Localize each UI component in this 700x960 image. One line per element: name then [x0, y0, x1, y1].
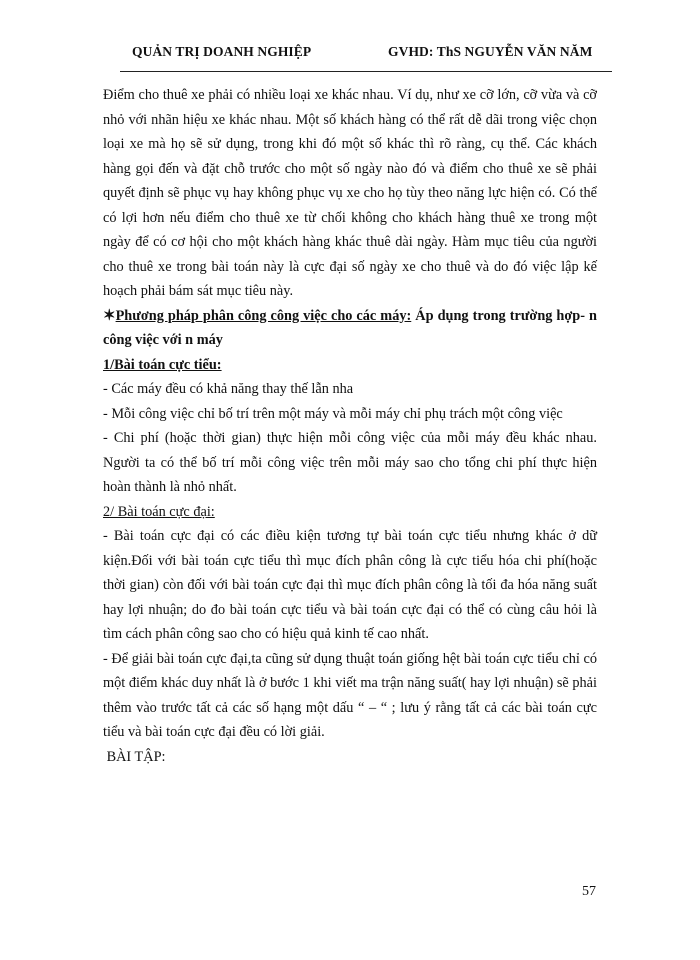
page-number: 57	[582, 884, 596, 899]
min-item-2: - Mỗi công việc chỉ bố trí trên một máy và mỗi máy chỉ phụ trách một công việc	[103, 405, 563, 422]
max-section-title: 2/ Bài toán cực đại:	[103, 503, 215, 520]
min-section-title: 1/Bài toán cực tiểu:	[103, 356, 222, 373]
page-body	[103, 83, 597, 769]
intro-paragraph: Điểm cho thuê xe phải có nhiều loại xe khác nhau. Ví dụ, như xe cỡ lớn, cỡ vừa và cỡ nhỏ với nhãn hiệu xe khác nhau. Một số khách hàng có thể rất dễ dãi trong việc chọn loại xe mà họ sẽ sử dụng, trong khi đó một số khác thì rõ ràng, cụ thể. Các khách hàng gọi đến và đặt chỗ trước cho một số ngày nào đó và điểm cho thuê xe sẽ phải quyết định sẽ phục vụ hay không phục vụ xe cho họ tùy theo năng lực hiện có. Có thể có lợi hơn nếu điểm cho thuê xe từ chối không cho khách hàng thuê xe trong một ngày để có cơ hội cho một khách hàng khác thuê dài ngày. Hàm mục tiêu của người cho thuê xe trong bài toán này là cực đại số ngày xe cho thuê và do đó việc lập kế hoạch phải bám sát mục tiêu này.	[103, 87, 597, 299]
max-item-2: - Để giải bài toán cực đại,ta cũng sử dụng thuật toán giống hệt bài toán cực tiểu chỉ có một điểm khác duy nhất là ở bước 1 khi viết ma trận năng suất( hay lợi nhuận) sẽ phải thêm vào trước tất cả các số hạng một dấu “ – “ ; lưu ý rằng tất cả các bài toán cực tiểu và bài toán cực đại đều có lời giải.	[103, 650, 597, 740]
page-header	[120, 44, 612, 72]
method-heading-underlined: Phương pháp phân công công việc cho các máy:	[115, 307, 412, 324]
method-heading	[103, 304, 597, 353]
max-item-1: - Bài toán cực đại có các điều kiện tương tự bài toán cực tiểu nhưng khác ở dữ kiện.Đối với bài toán cực tiểu thì mục đích phân công là cực tiểu hóa chi phí(hoặc thời gian) còn đối với bài toán cực đại thì mục đích phân công là tối đa hóa năng suất hay lợi nhuận; do đo bài toán cực tiểu và bài toán cực đại có thể có cùng câu hỏi là tìm cách phân công sao cho có hiệu quả kinh tế cao nhất.	[103, 528, 597, 642]
course-title: QUẢN TRỊ DOANH NGHIỆP	[132, 44, 312, 59]
min-item-3: - Chi phí (hoặc thời gian) thực hiện mỗi công việc của mỗi máy đều khác nhau. Người ta có thể bố trí mỗi công việc trên mỗi máy sao cho tổng chi phí thực hiện hoàn thành là nhỏ nhất.	[103, 430, 597, 495]
exercise-label: BÀI TẬP:	[103, 748, 166, 765]
min-item-1: - Các máy đều có khả năng thay thế lẫn nha	[103, 381, 354, 397]
method-heading-rest: Áp dụng trong trường hợp- n công việc với n máy	[103, 307, 597, 348]
star-icon: ✶	[103, 307, 116, 324]
instructor-name: GVHD: ThS NGUYỄN VĂN NĂM	[388, 44, 593, 59]
